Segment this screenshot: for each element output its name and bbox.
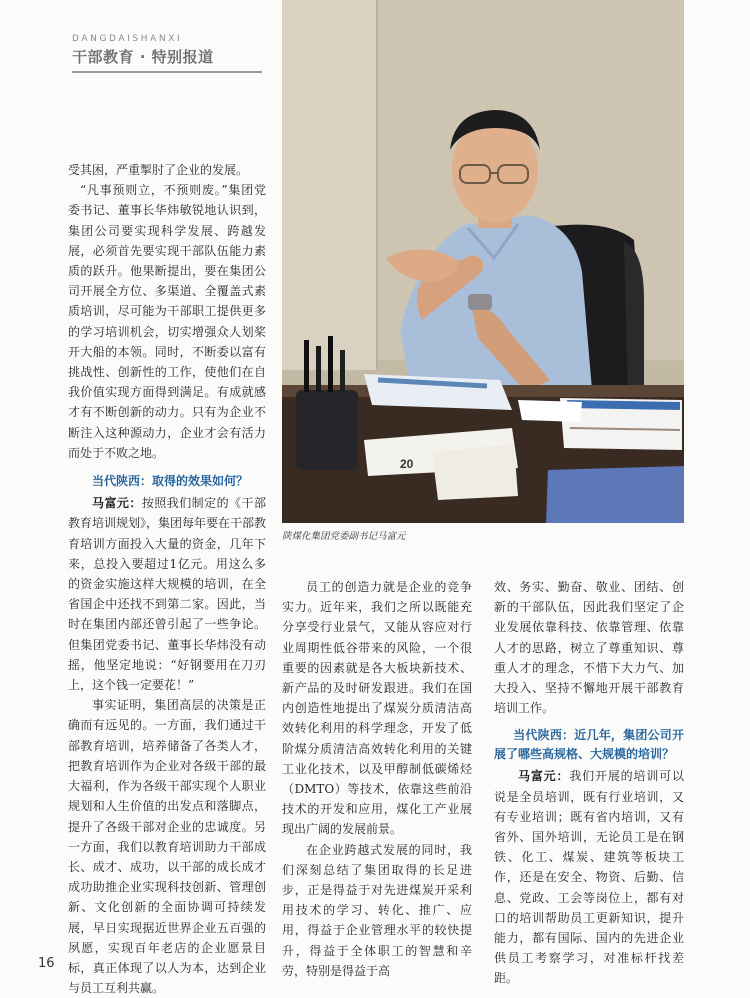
masthead [72, 34, 272, 73]
paragraph: 受其困，严重掣肘了企业的发展。 [68, 163, 249, 177]
interview-question: 当代陕西：取得的效果如何？ [92, 474, 249, 489]
interview-answer [68, 493, 266, 695]
calendar-number: 20 [400, 457, 414, 471]
paragraph: “凡事预则立，不预则废。”集团党委书记、董事长华炜敏锐地认识到，集团公司要实现科学发展、跨越发展，必须首先要实现干部队伍能力素质的跃升。他果断提出，要在集团公司开展全方位、多渠道、全覆盖式素质培训，尽可能为干部职工提供更多的学习培训机会，切实增强众人划桨开大船的本领。同时，不断委以富有挑战性、创新性的工作，使他们在自我价值实现方面得到满足。有成就感才有不断创新的动力。只有为企业不断注入这种源动力，企业才会有活力而处于不败之地。 [68, 183, 266, 460]
text-column-1 [68, 160, 266, 998]
paragraph: 员工的创造力就是企业的竞争实力。近年来，我们之所以既能充分享受行业景气，又能从容应对行业周期性低谷带来的风险，一个很重要的因素就是各大板块新技术、新产品的及时研发跟进。我们在国内创造性地提出了煤炭分质清洁高效转化利用的科学理念，开发了低阶煤分质清洁高效转化利用的关键工业化技术，以及甲醇制低碳烯烃（DMTO）等技术，依靠这些前沿技术的开发和应用，煤化工产业展现出广阔的发展前景。 [282, 580, 472, 837]
answer-text: 我们开展的培训可以说是全员培训，既有行业培训，又有专业培训；既有省内培训，又有省外、国外培训，无论员工是在钢铁、化工、煤炭、建筑等板块工作，还是在安全、物资、后勤、信息、党政、工会等岗位上，都有对口的培训帮助员工更新知识，提升能力，都有国际、国内的先进企业供员工考察学习，对准标杆找差距。 [494, 769, 684, 986]
photo-caption: 陕煤化集团党委副书记马富元 [282, 531, 406, 542]
answer-text: 按照我们制定的《干部教育培训规划》，集团每年要在干部教育培训方面投入大量的资金，几年下来，总投入要超过1亿元。用这么多的资金实施这样大规模的培训，在全省国企中还找不到第二家。因此，当时在集团内部还曾引起了一些争论。但集团党委书记、董事长华炜没有动摇，他坚定地说：“好钢要用在刀刃上，这个钱一定要花！” [68, 496, 267, 693]
masthead-rule [72, 71, 262, 73]
speaker-name: 马富元： [92, 496, 142, 511]
page-number: 16 [38, 956, 55, 971]
interview-photo [282, 0, 684, 523]
paragraph: 效、务实、勤奋、敬业、团结、创新的干部队伍，因此我们坚定了企业发展依靠科技、依靠管理、依靠人才的思路，树立了尊重知识、尊重人才的理念，不惜下大力气、加大投入、坚持不懈地开展干部教育培训工作。 [494, 580, 684, 716]
text-column-2 [282, 577, 472, 981]
speaker-name: 马富元： [518, 769, 570, 784]
section-title: 干部教育 · 特别报道 [72, 48, 214, 66]
paragraph: 事实证明，集团高层的决策是正确而有远见的。一方面，我们通过干部教育培训，培养储备了各类人才，把教育培训作为企业对各级干部的最大福利，作为各级干部实现个人职业规划和人生价值的出发点和落脚点，提升了各级干部对企业的忠诚度。另一方面，我们以教育培训助力干部成长、成才、成功，以干部的成长成才成功助推企业实现科技创新、管理创新、文化创新的全面协调可持续发展，早日实现据近世界企业五百强的夙愿，实现百年老店的企业愿景目标，真正体现了以人为本，达到企业与员工互利共赢。 [68, 698, 266, 996]
paragraph: 在企业跨越式发展的同时，我们深刻总结了集团取得的长足进步，正是得益于对先进煤炭开采利用技术的学习、转化、推广、应用，得益于企业管理水平的较快提升，得益于全体职工的智慧和辛劳，特别是得益于高 [282, 842, 472, 978]
photo-illustration [282, 0, 684, 523]
interview-question: 当代陕西：近几年，集团公司开展了哪些高规格、大规模的培训？ [494, 728, 684, 762]
interview-answer [494, 766, 684, 988]
text-column-3 [494, 577, 684, 989]
masthead-latin: DANGDAISHANXI [72, 34, 183, 44]
